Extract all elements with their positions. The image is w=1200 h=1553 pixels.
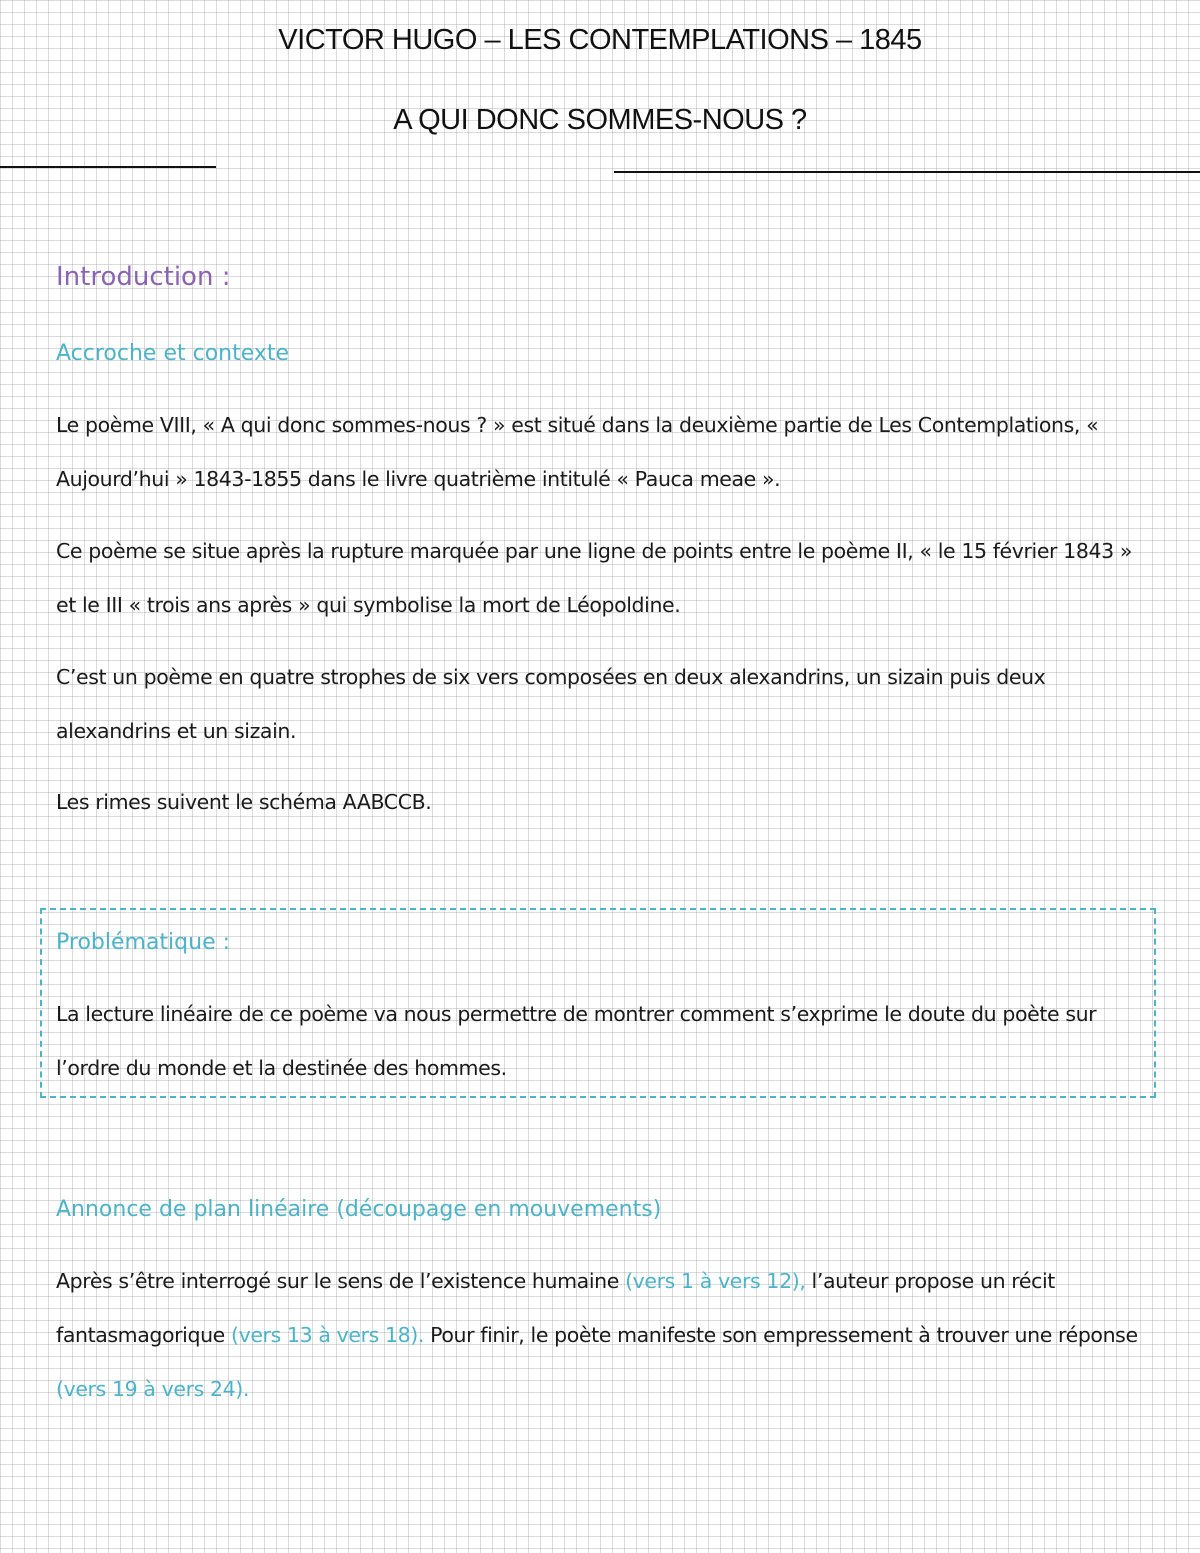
plan-verse-range-3: (vers 19 à vers 24). [56,1377,250,1401]
problematique-heading: Problématique : [56,930,231,955]
document-title: VICTOR HUGO – LES CONTEMPLATIONS – 1845 [278,24,922,56]
document-subtitle: A QUI DONC SOMMES-NOUS ? [393,104,807,136]
accroche-heading: Accroche et contexte [56,341,290,366]
left-divider [0,166,216,168]
plan-text-1: Après s’être interrogé sur le sens de l’existence humaine [56,1269,626,1293]
problematique-text: La lecture linéaire de ce poème va nous permettre de montrer comment s’exprime le doute du poète sur l’ordre du monde et la destinée des hommes. [56,1002,1097,1080]
accroche-paragraph-3: C’est un poème en quatre strophes de six vers composées en deux alexandrins, un sizain puis deux alexandrins et un sizain. [56,665,1046,743]
plan-paragraph [56,1254,1156,1416]
accroche-paragraph-1: Le poème VIII, « A qui donc sommes-nous ? » est situé dans la deuxième partie de Les Contemplations, « Aujourd’hui » 1843-1855 dans le livre quatrième intitulé « Pauca meae ». [56,413,1099,491]
plan-text-3: Pour finir, le poète manifeste son empressement à trouver une réponse [424,1323,1138,1347]
plan-heading: Annonce de plan linéaire (découpage en mouvements) [56,1197,662,1222]
accroche-paragraph-4: Les rimes suivent le schéma AABCCB. [56,790,432,814]
right-divider [614,171,1200,173]
introduction-heading: Introduction : [56,262,231,292]
plan-text-2: l’auteur propose un récit fantasmagorique [56,1269,1055,1347]
plan-verse-range-1: (vers 1 à vers 12), [625,1269,806,1293]
accroche-paragraph-2: Ce poème se situe après la rupture marquée par une ligne de points entre le poème II, « le 15 février 1843 » et le III « trois ans après » qui symbolise la mort de Léopoldine. [56,539,1133,617]
plan-verse-range-2: (vers 13 à vers 18). [231,1323,425,1347]
